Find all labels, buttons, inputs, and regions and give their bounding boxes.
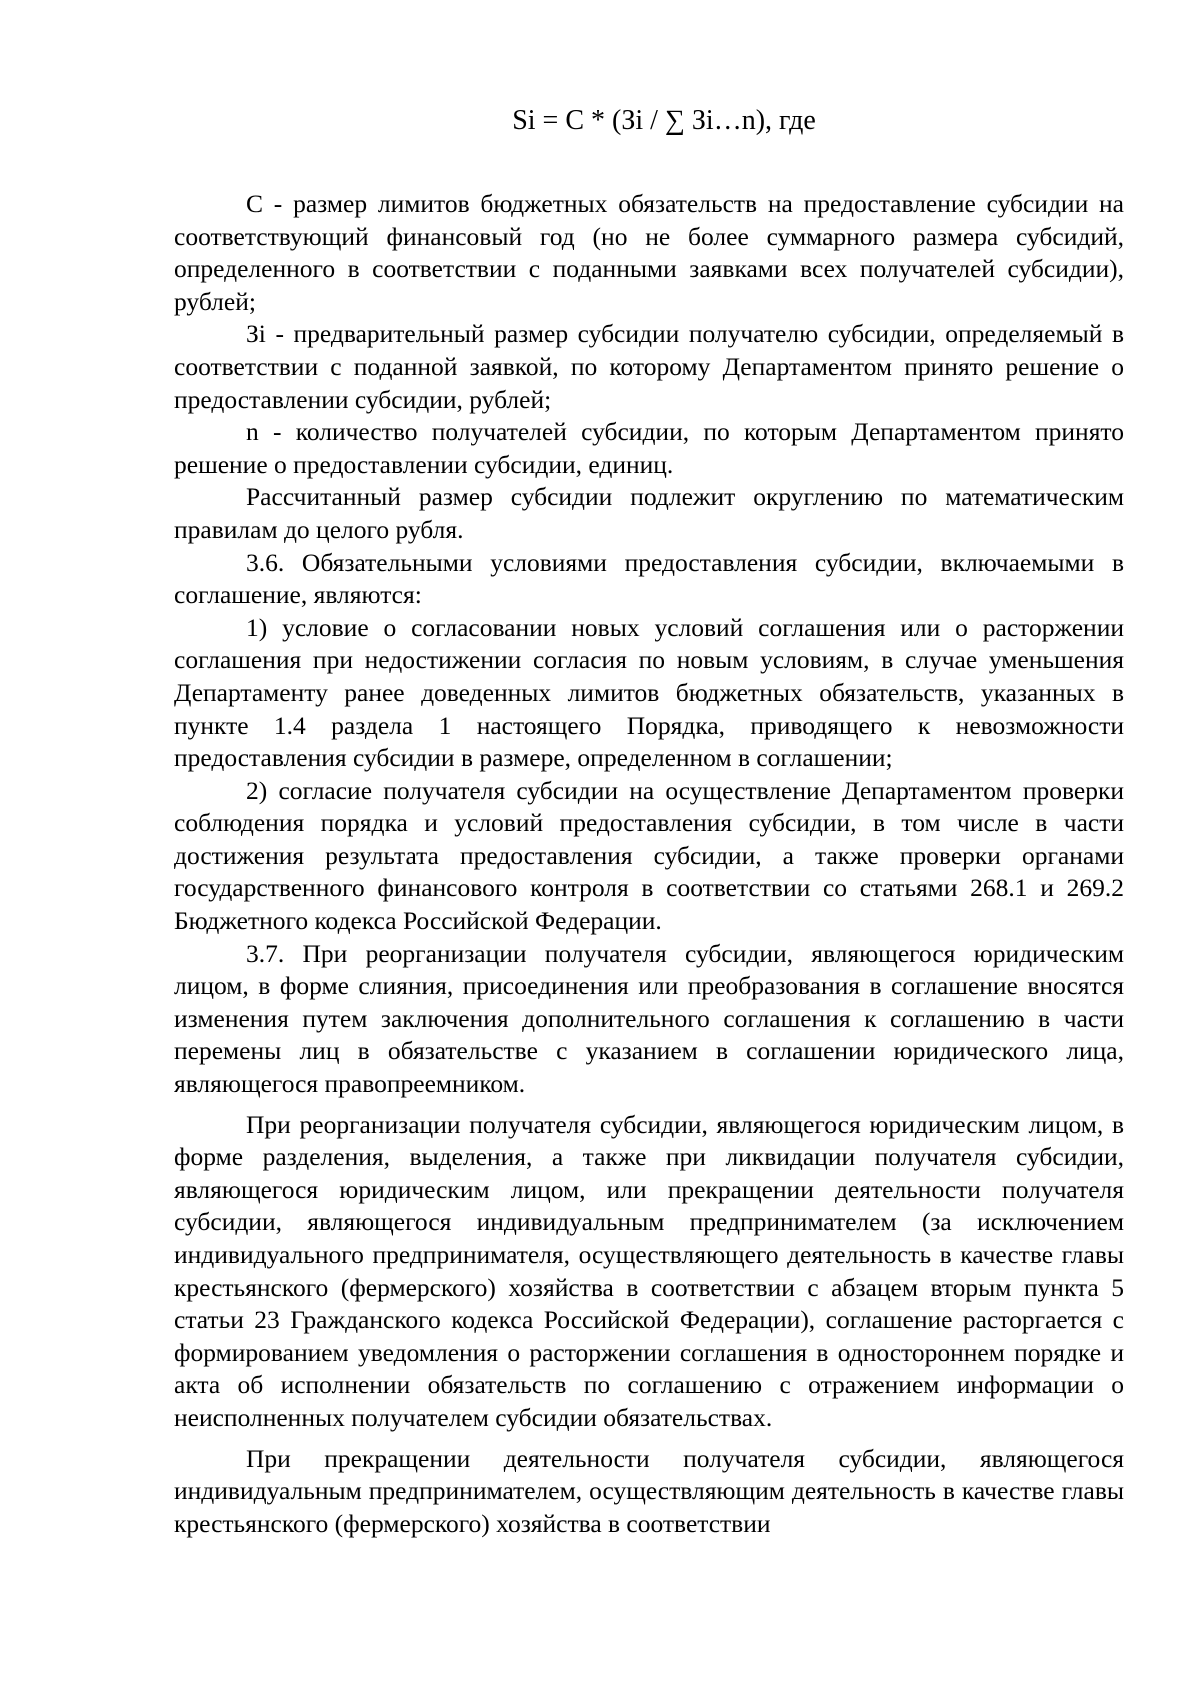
paragraph-c-definition: С - размер лимитов бюджетных обязательств на предоставление субсидии на соответствующий финансовый год (но не более суммарного размера субсидий, определенного в соответствии с поданными заявками всех получателей субсидии), рублей; — [174, 189, 1124, 316]
paragraph-zi-definition: Зi - предварительный размер субсидии получателю субсидии, определяемый в соответствии с поданной заявкой, по которому Департаментом принято решение о предоставлении субсидии, рублей; — [174, 319, 1124, 414]
subsidy-formula: Si = C * (Зi / ∑ Зi…n), где — [512, 105, 816, 136]
paragraph-condition-2: 2) согласие получателя субсидии на осуществление Департаментом проверки соблюдения порядка и условий предоставления субсидии, в том числе в части достижения результата предоставления субсидии, а также проверки органами государственного финансового контроля в соответствии со статьями 268.1 и 269.2 Бюджетного кодекса Российской Федерации. — [174, 775, 1124, 936]
paragraph-rounding: Рассчитанный размер субсидии подлежит округлению по математическим правилам до целого рубля. — [174, 482, 1124, 544]
paragraph-condition-1: 1) условие о согласовании новых условий соглашения или о расторжении соглашения при недостижении согласия по новым условиям, в случае уменьшения Департаменту ранее доведенных лимитов бюджетных обязательств, указанных в пункте 1.4 раздела 1 настоящего Порядка, приводящего к невозможности предоставления субсидии в размере, определенном в соглашении; — [174, 612, 1124, 773]
paragraph-reorganization-separation: При реорганизации получателя субсидии, являющегося юридическим лицом, в форме разделения, выделения, а также при ликвидации получателя субсидии, являющегося юридическим лицом, или прекращении деятельности получателя субсидии, являющегося индивидуальным предпринимателем (за исключением индивидуального предпринимателя, осуществляющего деятельность в качестве главы крестьянского (фермерского) хозяйства в соответствии с абзацем вторым пункта 5 статьи 23 Гражданского кодекса Российской Федерации), соглашение расторгается с формированием уведомления о расторжении соглашения в одностороннем порядке и акта об исполнении обязательств по соглашению с отражением информации о неисполненных получателем субсидии обязательствах. — [174, 1109, 1124, 1432]
paragraph-3-7: 3.7. При реорганизации получателя субсидии, являющегося юридическим лицом, в форме слияния, присоединения или преобразования в соглашение вносятся изменения путем заключения дополнительного соглашения к соглашению в части перемены лиц в обязательстве с указанием в соглашении юридического лица, являющегося правопреемником. — [174, 938, 1124, 1099]
paragraph-3-6: 3.6. Обязательными условиями предоставления субсидии, включаемыми в соглашение, являются: — [174, 547, 1124, 610]
paragraph-n-definition: n - количество получателей субсидии, по которым Департаментом принято решение о предоставлении субсидии, единиц. — [174, 417, 1124, 479]
document-body — [174, 105, 1124, 1540]
paragraph-termination-farmer: При прекращении деятельности получателя субсидии, являющегося индивидуальным предпринимателем, осуществляющим деятельность в качестве главы крестьянского (фермерского) хозяйства в соответствии — [174, 1443, 1124, 1538]
